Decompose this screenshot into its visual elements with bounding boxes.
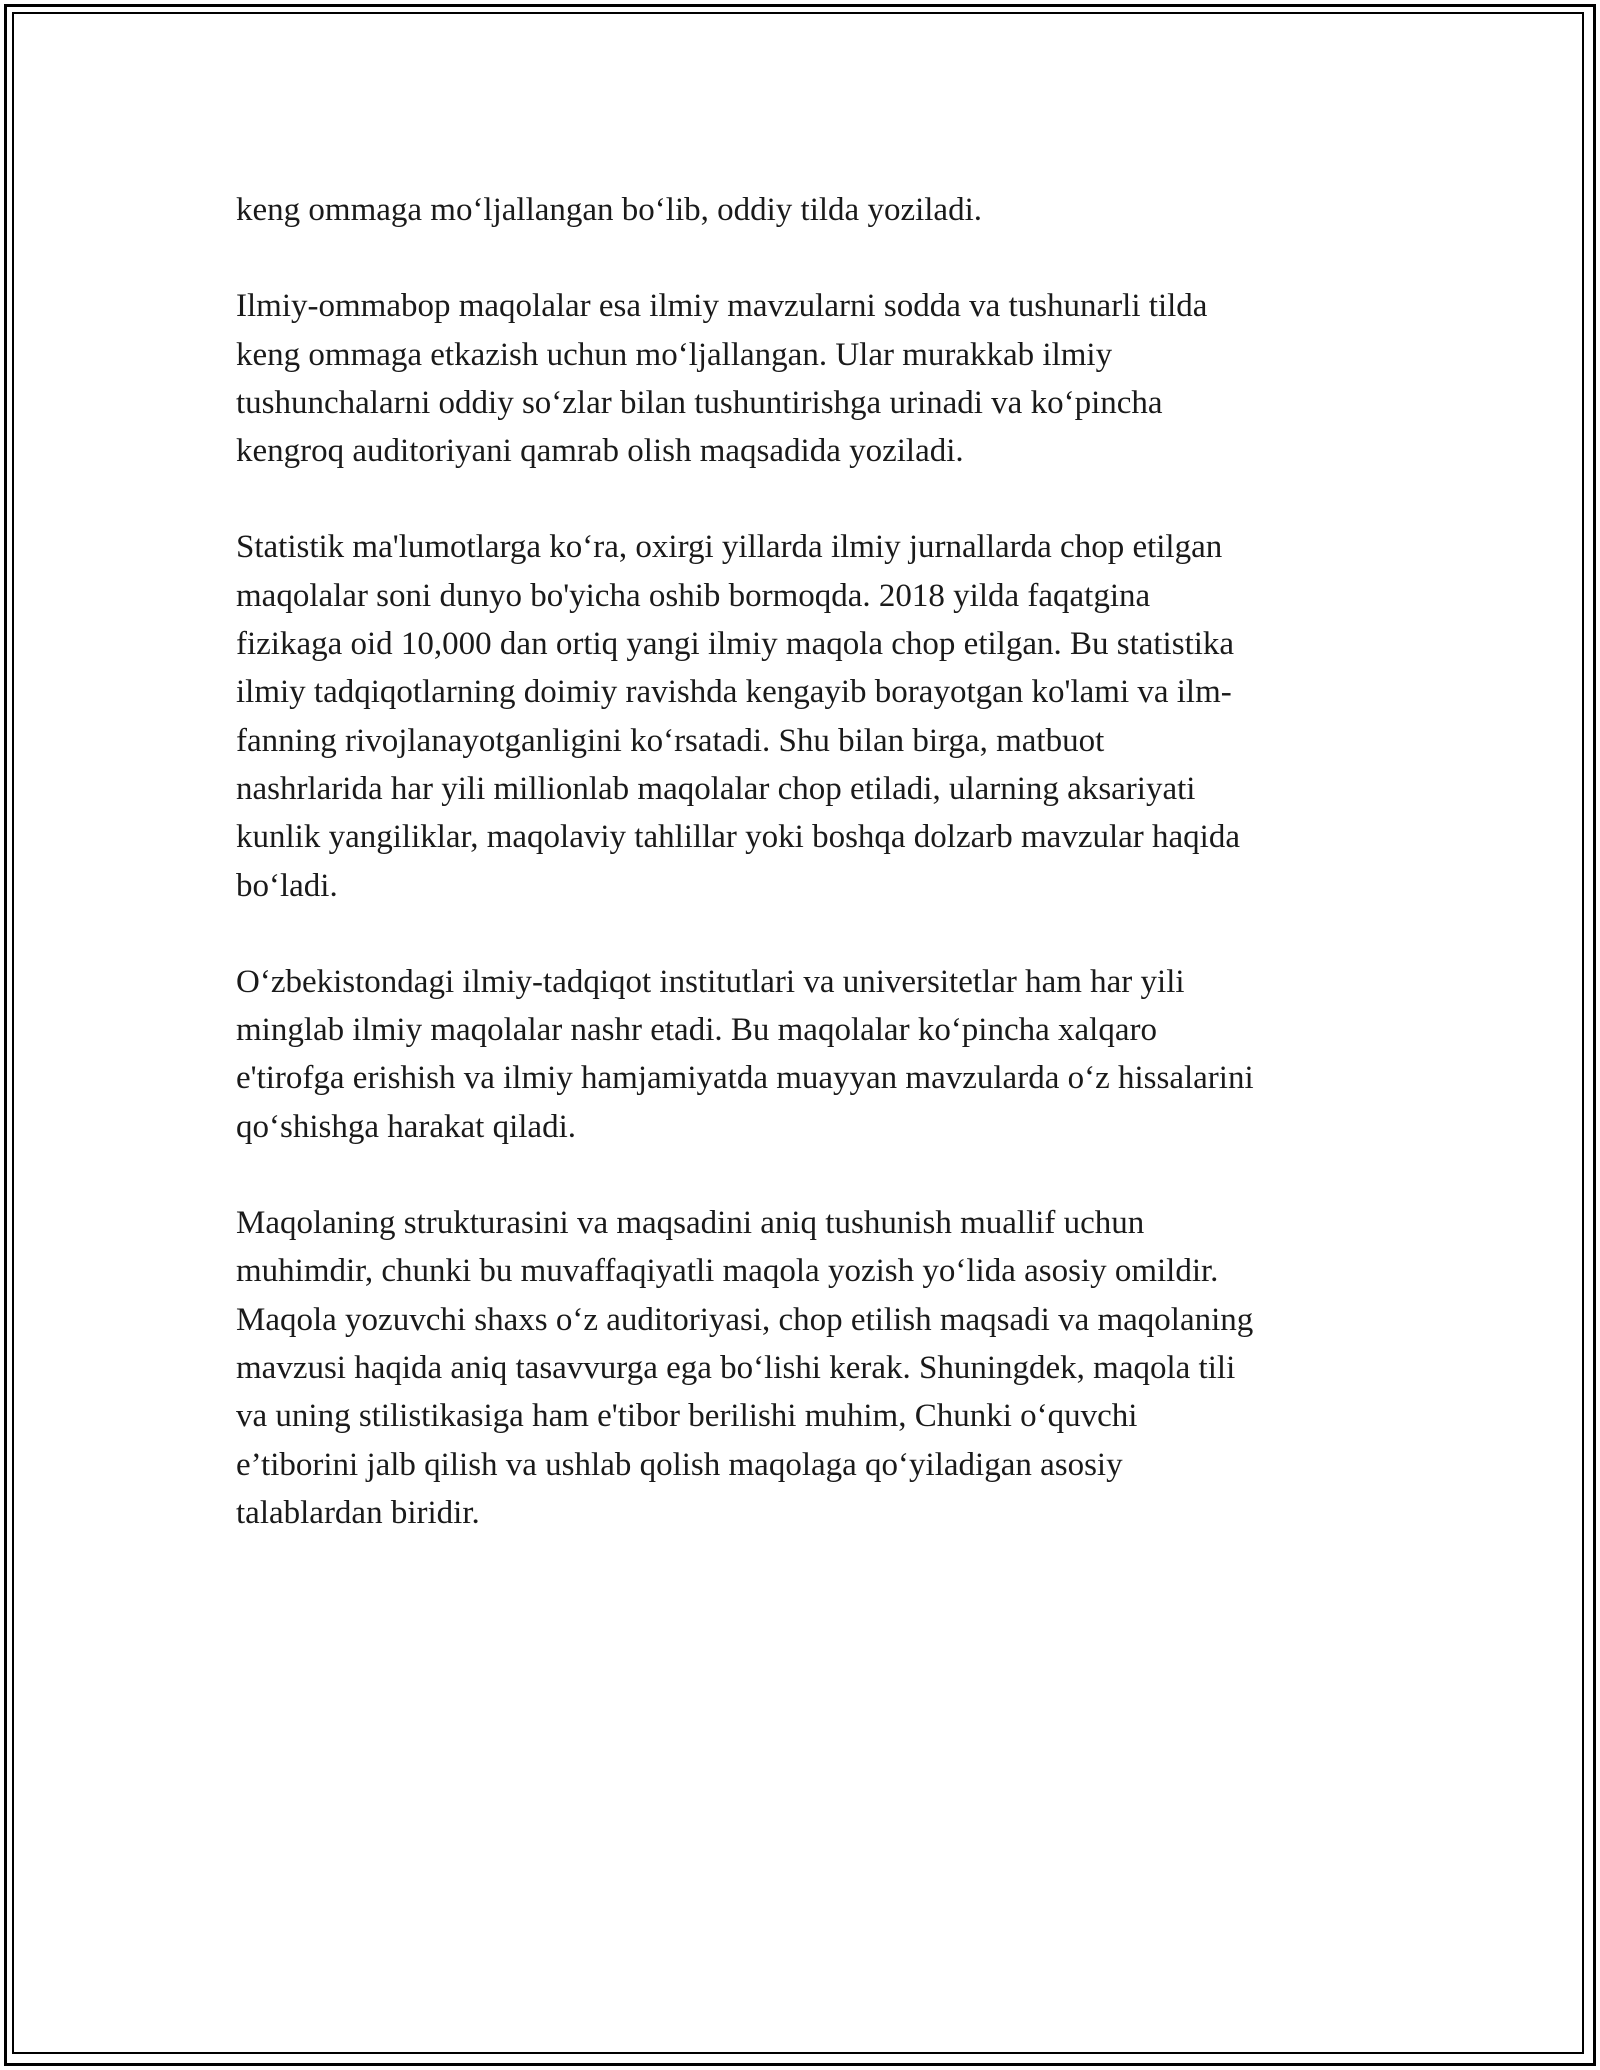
paragraph-uzbekistan-research: O‘zbekistondagi ilmiy-tadqiqot institutlari va universitetlar ham har yili minglab ilmiy maqolalar nashr etadi. Bu maqolalar ko‘pincha xalqaro e'tirofga erishish va ilmiy hamjamiyatda muayyan mavzularda o‘z hissalarini qo‘shishga harakat qiladi. <box>236 963 1254 1145</box>
paragraph-continuation: keng ommaga mo‘ljallangan bo‘lib, oddiy tilda yoziladi. <box>236 192 982 228</box>
document-body <box>236 186 1376 1585</box>
paragraph-statistics: Statistik ma'lumotlarga ko‘ra, oxirgi yillarda ilmiy jurnallarda chop etilgan maqolalar soni dunyo bo'yicha oshib bormoqda. 2018 yilda faqatgina fizikaga oid 10,000 dan ortiq yangi ilmiy maqola chop etilgan. Bu statistika ilmiy tadqiqotlarning doimiy ravishda kengayib borayotgan ko'lami va ilm- fanning rivojlanayotganligini ko‘rsatadi. Shu bilan birga, matbuot nashrlarida har yili millionlab maqolalar chop etiladi, ularning aksariyati kunlik yangiliklar, maqolaviy tahlillar yoki boshqa dolzarb mavzular haqida bo‘ladi. <box>236 529 1240 904</box>
paragraph-popular-science-articles: Ilmiy-ommabop maqolalar esa ilmiy mavzularni sodda va tushunarli tilda keng ommaga etkazish uchun mo‘ljallangan. Ular murakkab ilmiy tushunchalarni oddiy so‘zlar bilan tushuntirishga urinadi va ko‘pincha kengroq auditoriyani qamrab olish maqsadida yoziladi. <box>236 288 1208 470</box>
paragraph-article-structure: Maqolaning strukturasini va maqsadini aniq tushunish muallif uchun muhimdir, chunki bu muvaffaqiyatli maqola yozish yo‘lida asosiy omildir. Maqola yozuvchi shaxs o‘z auditoriyasi, chop etilish maqsadi va maqolaning mavzusi haqida aniq tasavvurga ega bo‘lishi kerak. Shuningdek, maqola tili va uning stilistikasiga ham e'tibor berilishi muhim, Chunki o‘quvchi e’tiborini jalb qilish va ushlab qolish maqolaga qo‘yiladigan asosiy talablardan biridir. <box>236 1205 1254 1531</box>
